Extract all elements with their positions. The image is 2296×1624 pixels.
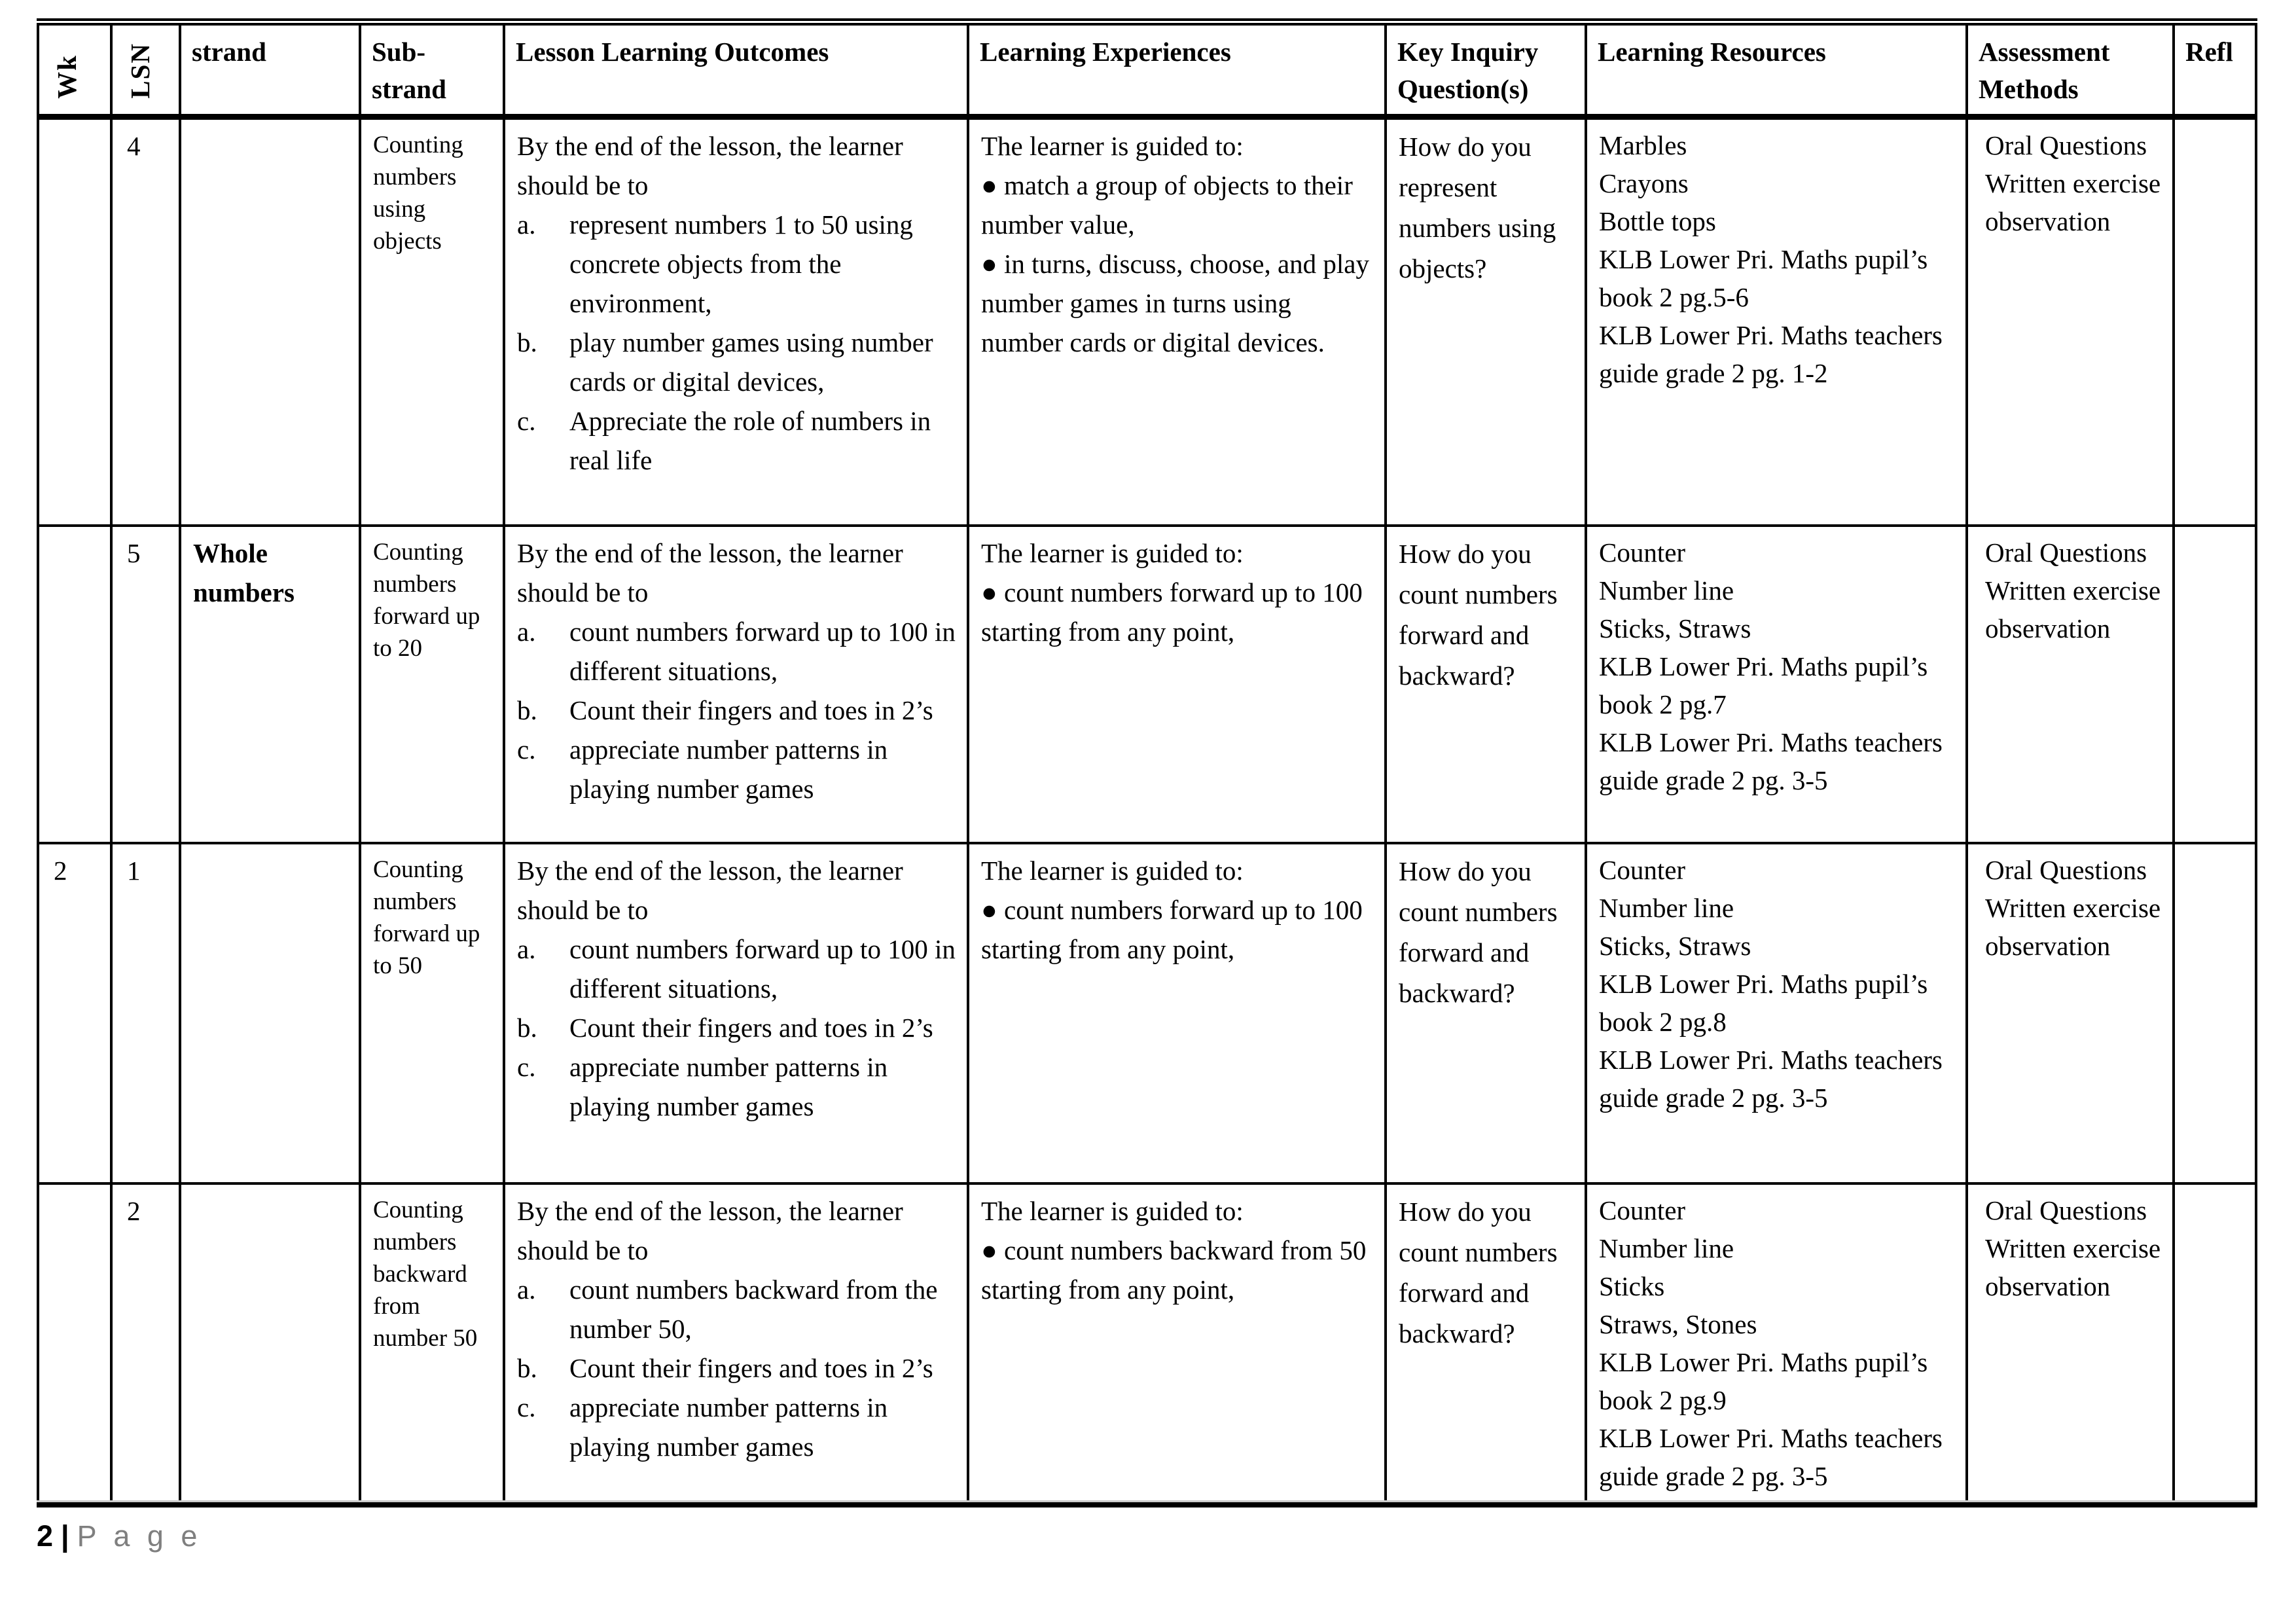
column-header-label: strand [192,37,266,67]
cell-assessment [1967,843,2174,1183]
cell-experiences [968,843,1386,1183]
column-header-outcomes [504,22,968,117]
resource-line: Counter [1599,1195,1686,1226]
week-number: 2 [54,856,67,886]
column-header-sub_strand [360,22,504,117]
outcomes-intro: By the end of the lesson, the learner should be to [517,1196,903,1266]
outcome-item-text: Count their fingers and toes in 2’s [569,695,933,726]
resource-line: KLB Lower Pri. Maths pupil’s book 2 pg.7 [1599,651,1928,720]
resource-line: Bottle tops [1599,206,1716,236]
cell-outcomes [504,843,968,1183]
resource-line: Marbles [1599,130,1687,160]
outcome-item [517,1008,956,1047]
outcome-item-marker: c. [517,405,536,436]
table-header-row [38,22,2256,117]
table-row [38,1183,2256,1505]
outcome-item-marker: a. [517,1274,536,1305]
cell-experiences [968,526,1386,843]
resource-line: KLB Lower Pri. Maths pupil’s book 2 pg.5-6 [1599,244,1928,312]
outcome-item-marker: b. [517,1013,537,1043]
outcome-item-text: Count their fingers and toes in 2’s [569,1353,933,1384]
experience-bullet: ● count numbers backward from 50 starting from any point, [981,1235,1367,1305]
column-header-label: Sub-strand [372,37,446,105]
table-row [38,526,2256,843]
outcomes-intro: By the end of the lesson, the learner should be to [517,538,903,608]
outcomes-intro: By the end of the lesson, the learner should be to [517,130,903,200]
outcome-item-text: appreciate number patterns in playing number games [569,734,888,804]
outcome-item [517,691,956,730]
resource-line: Counter [1599,855,1686,886]
assessment-methods-text: Oral Questions Written exercise observation [1985,1195,2161,1302]
cell-strand [180,1183,360,1505]
cell-lsn [111,843,180,1183]
outcome-item [517,205,956,323]
cell-resources [1586,526,1967,843]
resource-line: Counter [1599,537,1686,568]
resource-line: KLB Lower Pri. Maths teachers guide grade 2 pg. 3-5 [1599,1423,1943,1492]
outcome-item [517,1047,956,1126]
cell-sub_strand [360,117,504,526]
cell-resources [1586,117,1967,526]
cell-wk [38,117,111,526]
cell-outcomes [504,526,968,843]
assessment-methods-text: Oral Questions Written exercise observation [1985,537,2161,644]
sub-strand-name: Counting numbers forward up to 50 [373,856,480,980]
experiences-intro: The learner is guided to: [981,1196,1244,1227]
lesson-number: 1 [127,856,141,886]
outcome-item [517,401,956,480]
outcome-item-text: count numbers forward up to 100 in different situations, [569,934,956,1004]
resource-line: KLB Lower Pri. Maths teachers guide grade 2 pg. 1-2 [1599,319,1943,388]
outcome-item-text: appreciate number patterns in playing number games [569,1392,888,1462]
cell-wk [38,526,111,843]
column-header-refl [2174,22,2256,117]
cell-lsn [111,1183,180,1505]
column-header-label: Learning Experiences [980,37,1231,67]
column-header-kiq [1386,22,1586,117]
column-header-label: LSN [125,42,155,99]
cell-kiq [1386,526,1586,843]
cell-strand [180,843,360,1183]
page-footer [37,1500,2255,1553]
experiences-intro: The learner is guided to: [981,856,1244,886]
lesson-number: 5 [127,538,141,569]
cell-kiq [1386,117,1586,526]
outcome-item-text: appreciate number patterns in playing number games [569,1052,888,1122]
outcome-item-text: Count their fingers and toes in 2’s [569,1013,933,1043]
experience-bullet: ● match a group of objects to their number value, [981,170,1353,240]
cell-outcomes [504,117,968,526]
outcome-item-marker: c. [517,734,536,765]
outcome-item [517,1388,956,1466]
outcome-item [517,929,956,1008]
resource-line: Number line [1599,575,1734,606]
sub-strand-name: Counting numbers backward from number 50 [373,1197,478,1352]
sub-strand-name: Counting numbers forward up to 20 [373,539,480,662]
outcome-item-marker: a. [517,617,536,647]
assessment-methods-text: Oral Questions Written exercise observation [1985,130,2161,236]
resource-line: Straws, Stones [1599,1309,1757,1340]
resource-line: Number line [1599,1233,1734,1264]
cell-assessment [1967,526,2174,843]
outcome-item [517,1270,956,1348]
outcome-item-text: count numbers backward from the number 50, [569,1274,938,1344]
column-header-label: Key Inquiry Question(s) [1397,37,1539,105]
column-header-wk [38,22,111,117]
column-header-experiences [968,22,1386,117]
cell-resources [1586,843,1967,1183]
outcome-item-marker: c. [517,1052,536,1083]
lesson-number: 2 [127,1196,141,1227]
cell-resources [1586,1183,1967,1505]
resource-line: KLB Lower Pri. Maths teachers guide grade 2 pg. 3-5 [1599,1045,1943,1113]
cell-experiences [968,1183,1386,1505]
cell-outcomes [504,1183,968,1505]
cell-refl [2174,526,2256,843]
resource-line: Sticks [1599,1271,1665,1302]
footer-page-number: 2 [37,1519,54,1553]
outcome-item-marker: b. [517,695,537,726]
cell-strand [180,526,360,843]
outcome-item-marker: b. [517,1353,537,1384]
column-header-label: Learning Resources [1598,37,1826,67]
outcome-item-text: Appreciate the role of numbers in real life [569,405,931,475]
table-row [38,117,2256,526]
experience-bullet: ● count numbers forward up to 100 starting from any point, [981,577,1363,647]
cell-kiq [1386,843,1586,1183]
cell-lsn [111,117,180,526]
outcome-item-text: represent numbers 1 to 50 using concrete objects from the environment, [569,209,913,318]
cell-sub_strand [360,843,504,1183]
outcome-item-marker: c. [517,1392,536,1423]
column-header-strand [180,22,360,117]
outcome-item [517,612,956,691]
outcome-item [517,323,956,401]
column-header-resources [1586,22,1967,117]
outcome-item-marker: b. [517,327,537,357]
column-header-label: Assessment Methods [1979,37,2110,105]
cell-refl [2174,117,2256,526]
column-header-lsn [111,22,180,117]
outcomes-intro: By the end of the lesson, the learner should be to [517,856,903,926]
outcome-item [517,1348,956,1388]
cell-sub_strand [360,1183,504,1505]
experiences-intro: The learner is guided to: [981,130,1244,161]
resource-line: KLB Lower Pri. Maths pupil’s book 2 pg.9 [1599,1347,1928,1416]
column-header-label: Refl [2185,37,2233,67]
outcome-item-text: count numbers forward up to 100 in different situations, [569,617,956,687]
outcome-item [517,730,956,808]
column-header-label: Wk [52,54,82,99]
cell-wk [38,843,111,1183]
strand-name: Whole numbers [193,538,295,608]
resource-line: Sticks, Straws [1599,931,1751,962]
column-header-assessment [1967,22,2174,117]
cell-refl [2174,843,2256,1183]
table-row [38,843,2256,1183]
key-inquiry-question: How do you count numbers forward and backward? [1399,1197,1558,1349]
cell-sub_strand [360,526,504,843]
outcome-item-marker: a. [517,209,536,240]
key-inquiry-question: How do you count numbers forward and backward? [1399,856,1558,1009]
sub-strand-name: Counting numbers using objects [373,131,463,255]
cell-assessment [1967,117,2174,526]
resource-line: Crayons [1599,168,1689,198]
cell-lsn [111,526,180,843]
cell-assessment [1967,1183,2174,1505]
cell-wk [38,1183,111,1505]
column-header-label: Lesson Learning Outcomes [516,37,829,67]
cell-strand [180,117,360,526]
outcome-item-marker: a. [517,934,536,965]
footer-separator: | [61,1519,69,1553]
footer-page-label: P a g e [77,1519,202,1553]
key-inquiry-question: How do you represent numbers using objects? [1399,131,1556,283]
lesson-number: 4 [127,130,141,161]
resource-line: KLB Lower Pri. Maths pupil’s book 2 pg.8 [1599,969,1928,1038]
cell-refl [2174,1183,2256,1505]
resource-line: Number line [1599,893,1734,924]
experience-bullet: ● count numbers forward up to 100 starting from any point, [981,895,1363,965]
cell-experiences [968,117,1386,526]
scheme-of-work-table [37,18,2257,1507]
cell-kiq [1386,1183,1586,1505]
experiences-intro: The learner is guided to: [981,538,1244,569]
resource-line: Sticks, Straws [1599,613,1751,644]
experience-bullet: ● in turns, discuss, choose, and play number games in turns using number cards or digital devices. [981,248,1369,357]
key-inquiry-question: How do you count numbers forward and backward? [1399,539,1558,691]
outcome-item-text: play number games using number cards or digital devices, [569,327,933,397]
assessment-methods-text: Oral Questions Written exercise observation [1985,855,2161,962]
resource-line: KLB Lower Pri. Maths teachers guide grade 2 pg. 3-5 [1599,727,1943,796]
